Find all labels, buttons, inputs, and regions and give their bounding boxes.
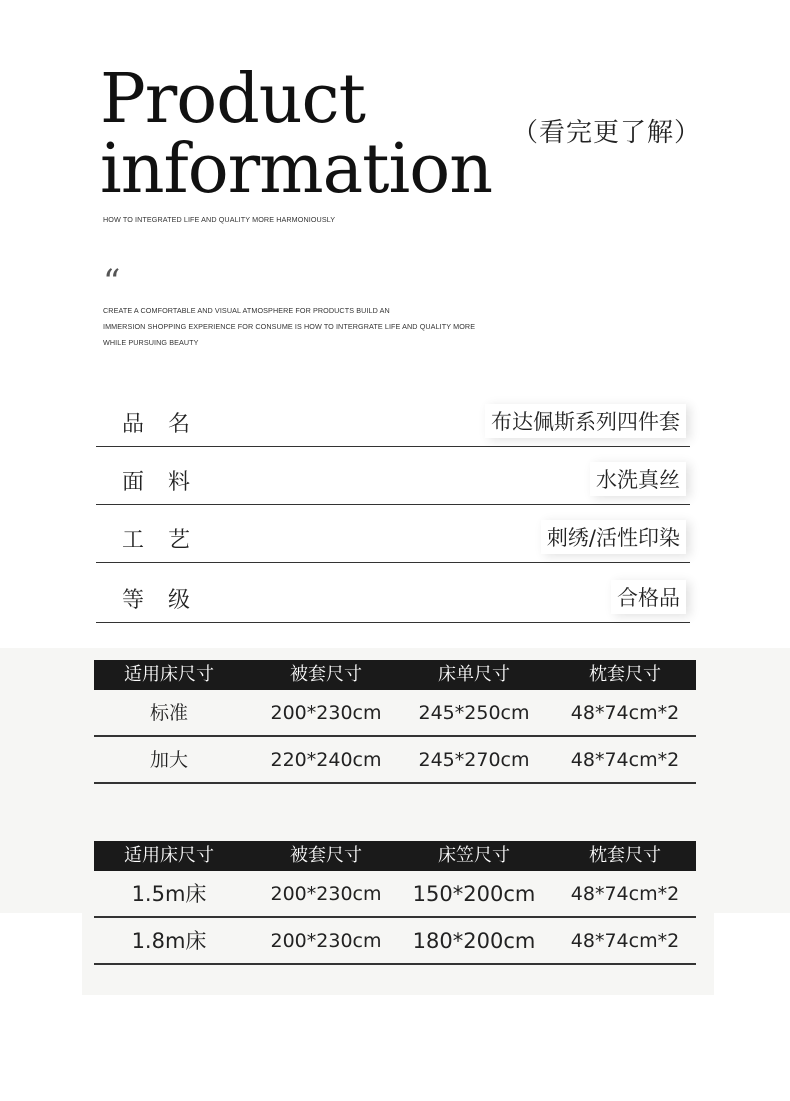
table-header-cell: 被套尺寸 [290, 845, 362, 866]
info-value: 水洗真丝 [590, 462, 686, 496]
info-row-craft [96, 504, 690, 563]
size-table-standard [94, 660, 696, 784]
quote-line-1: CREATE A COMFORTABLE AND VISUAL ATMOSPHERE FOR PRODUCTS BUILD AN [103, 306, 390, 315]
title-line-2: information [100, 130, 492, 209]
table-cell: 150*200cm [412, 882, 536, 906]
table-row [94, 737, 696, 784]
table-cell: 1.8m床 [131, 929, 207, 953]
table-cell: 200*230cm [270, 702, 382, 724]
info-value: 布达佩斯系列四件套 [485, 404, 686, 438]
table-row [94, 918, 696, 965]
table-cell: 48*74cm*2 [570, 749, 680, 771]
table-header-cell: 枕套尺寸 [589, 845, 661, 866]
info-label: 等级 [122, 588, 215, 613]
table-cell: 标准 [149, 702, 188, 724]
table-cell: 48*74cm*2 [570, 883, 680, 905]
table-cell: 245*270cm [418, 749, 530, 771]
table-header-cell: 床笠尺寸 [438, 845, 510, 866]
table-cell: 180*200cm [412, 929, 536, 953]
tagline: HOW TO INTEGRATED LIFE AND QUALITY MORE HARMONIOUSLY [103, 215, 336, 224]
quote-line-2: IMMERSION SHOPPING EXPERIENCE FOR CONSUME IS HOW TO INTERGRATE LIFE AND QUALITY MORE [103, 322, 476, 331]
info-value: 合格品 [611, 580, 686, 614]
info-value: 刺绣/活性印染 [541, 520, 686, 554]
table-cell: 200*230cm [270, 930, 382, 952]
table-row [94, 690, 696, 737]
info-label: 品名 [122, 412, 215, 437]
info-row-fabric [96, 446, 690, 505]
table-cell: 220*240cm [270, 749, 382, 771]
table-cell: 1.5m床 [131, 882, 207, 906]
quote-mark-icon: “ [103, 262, 121, 302]
table-cell: 加大 [149, 749, 188, 771]
subtitle-cn: （看完更了解） [512, 118, 702, 148]
table-header-cell: 适用床尺寸 [124, 664, 214, 685]
size-table-fitted [94, 841, 696, 965]
table-cell: 48*74cm*2 [570, 930, 680, 952]
table-cell: 200*230cm [270, 883, 382, 905]
info-label: 工艺 [122, 528, 215, 553]
info-label: 面料 [122, 470, 215, 495]
table-header-cell: 被套尺寸 [290, 664, 362, 685]
table-cell: 48*74cm*2 [570, 702, 680, 724]
table-header [94, 660, 696, 690]
title-line-1: Product [100, 60, 365, 139]
info-row-grade [96, 564, 690, 623]
table-header-cell: 枕套尺寸 [589, 664, 661, 685]
table-header-cell: 适用床尺寸 [124, 845, 214, 866]
table-row [94, 871, 696, 918]
info-row-name [96, 388, 690, 447]
quote-line-3: WHILE PURSUING BEAUTY [103, 338, 199, 347]
table-cell: 245*250cm [418, 702, 530, 724]
table-header-cell: 床单尺寸 [438, 664, 510, 685]
table-header [94, 841, 696, 871]
